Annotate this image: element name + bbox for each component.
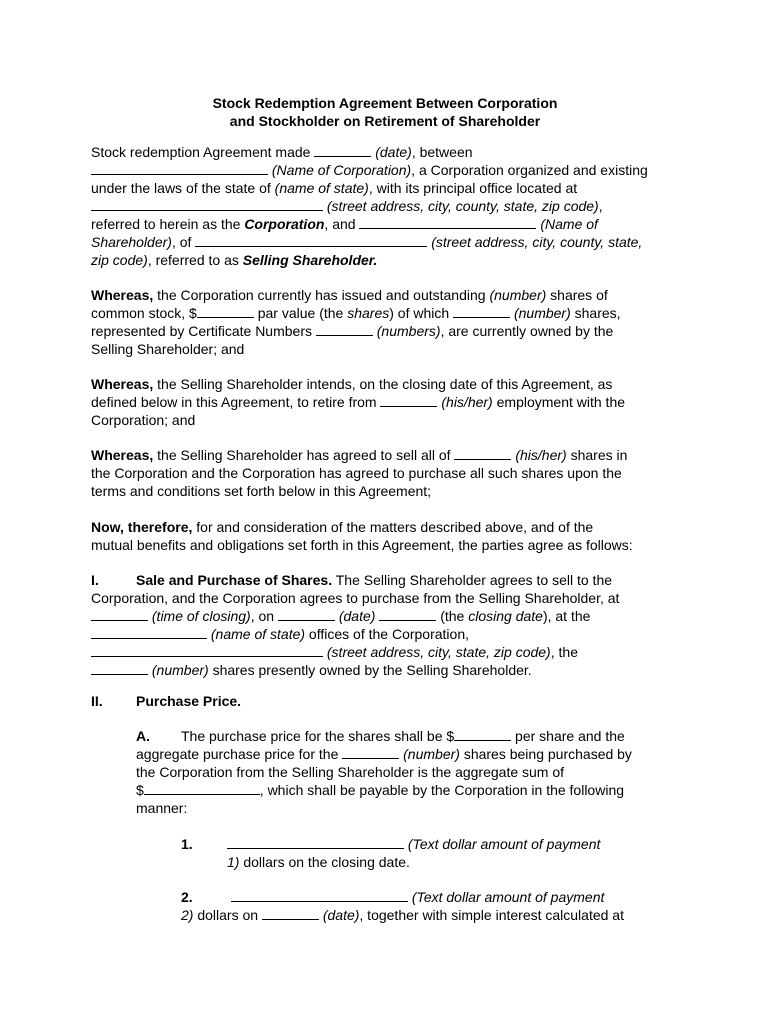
document-title-line1: Stock Redemption Agreement Between Corporation	[212, 95, 558, 111]
whereas2-line-3: Corporation; and	[91, 412, 196, 428]
intro-line-1: Stock redemption Agreement made (date), between	[91, 144, 473, 160]
whereas1-line-1: Whereas, the Corporation currently has issued and outstanding (number) shares of	[91, 287, 608, 303]
section1-number: I.	[91, 572, 99, 588]
whereas3-line-3: terms and conditions set forth below in this Agreement;	[91, 483, 432, 499]
certificate-numbers-blank[interactable]	[316, 322, 373, 336]
shares-purchased-blank[interactable]	[342, 745, 399, 759]
payment1-amount-blank[interactable]	[227, 835, 404, 849]
whereas2-line-2: defined below in this Agreement, to retire from (his/her) employment with the	[91, 394, 626, 410]
item1-line-1: 1. (Text dollar amount of payment	[181, 836, 601, 852]
closing-address-blank[interactable]	[91, 643, 323, 657]
shares-number-blank[interactable]	[453, 304, 510, 318]
whereas3-line-1: Whereas, the Selling Shareholder has agreed to sell all of (his/her) shares in	[91, 447, 628, 463]
section1-line-4: (name of state) offices of the Corporation,	[91, 625, 469, 643]
whereas3-line-2: the Corporation and the Corporation has agreed to purchase all such shares upon the	[91, 465, 622, 481]
item1-line-2: 1) dollars on the closing date.	[227, 854, 410, 870]
section1-line-1: I. Sale and Purchase of Shares. The Selling Shareholder agrees to sell to the	[91, 572, 613, 588]
section1-line-2: Corporation, and the Corporation agrees to purchase from the Selling Shareholder, at	[91, 590, 620, 606]
whereas2-line-1: Whereas, the Selling Shareholder intends, on the closing date of this Agreement, as	[91, 376, 613, 392]
corporation-address-blank[interactable]	[91, 197, 323, 211]
closing-date-2-blank[interactable]	[379, 607, 436, 621]
shareholder-address-blank[interactable]	[195, 233, 427, 247]
therefore-line-1: Now, therefore, for and consideration of the matters described above, and of the	[91, 519, 594, 535]
aggregate-sum-blank[interactable]	[144, 781, 260, 795]
time-of-closing-blank[interactable]	[91, 607, 148, 621]
whereas1-line-2: common stock, $ par value (the shares) of which (number) shares,	[91, 305, 621, 321]
document-title-line2: and Stockholder on Retirement of Shareholder	[229, 113, 541, 129]
therefore-line-2: mutual benefits and obligations set forth in this Agreement, the parties agree as follows:	[91, 537, 633, 553]
whereas1-line-4: Selling Shareholder; and	[91, 341, 245, 357]
intro-line-3: under the laws of the state of (name of state), with its principal office located at	[91, 180, 578, 196]
intro-line-7: zip code), referred to as Selling Shareholder.	[91, 252, 378, 268]
shares-owned-blank[interactable]	[91, 661, 148, 675]
section2-heading-line	[91, 692, 241, 710]
section1-heading: Sale and Purchase of Shares.	[136, 572, 333, 588]
section1-line-5: (street address, city, state, zip code), the	[91, 643, 578, 661]
section2a-line-2: aggregate purchase price for the (number) shares being purchased by	[136, 746, 632, 762]
his-her-shares-blank[interactable]	[454, 446, 511, 460]
section2-number: II.	[91, 693, 103, 709]
payment2-date-blank[interactable]	[262, 906, 319, 920]
section2a-line-3: the Corporation from the Selling Shareholder is the aggregate sum of	[136, 764, 565, 780]
section1-line-3: (time of closing), on (date) (the closing date), at the	[91, 607, 590, 625]
date-blank[interactable]	[314, 143, 371, 157]
item2-line-1: 2. (Text dollar amount of payment	[181, 889, 605, 905]
shareholder-name-blank[interactable]	[359, 215, 536, 229]
intro-line-4: (street address, city, county, state, zip code),	[91, 197, 603, 215]
closing-state-blank[interactable]	[91, 625, 207, 639]
item2-line-2: 2) dollars on (date), together with simple interest calculated at	[181, 907, 624, 923]
section2a-line-1: A. The purchase price for the shares shall be $ per share and the	[136, 728, 625, 744]
whereas1-line-3: represented by Certificate Numbers (numbers), are currently owned by the	[91, 323, 614, 339]
intro-line-5: referred to herein as the Corporation, and (Name of	[91, 216, 598, 232]
section1-line-6: (number) shares presently owned by the Selling Shareholder.	[91, 661, 532, 679]
section2a-line-5: manner:	[136, 800, 188, 816]
intro-line-2: (Name of Corporation), a Corporation organized and existing	[91, 161, 648, 179]
closing-date-blank[interactable]	[278, 607, 335, 621]
intro-line-6: Shareholder), of (street address, city, county, state,	[91, 234, 643, 250]
corporation-name-blank[interactable]	[91, 161, 268, 175]
section2-heading: Purchase Price.	[136, 693, 242, 709]
par-value-blank[interactable]	[197, 304, 254, 318]
his-her-blank[interactable]	[380, 393, 437, 407]
payment2-amount-blank[interactable]	[231, 888, 408, 902]
section2a-line-4: $ , which shall be payable by the Corporation in the following	[136, 782, 625, 798]
price-per-share-blank[interactable]	[454, 727, 511, 741]
